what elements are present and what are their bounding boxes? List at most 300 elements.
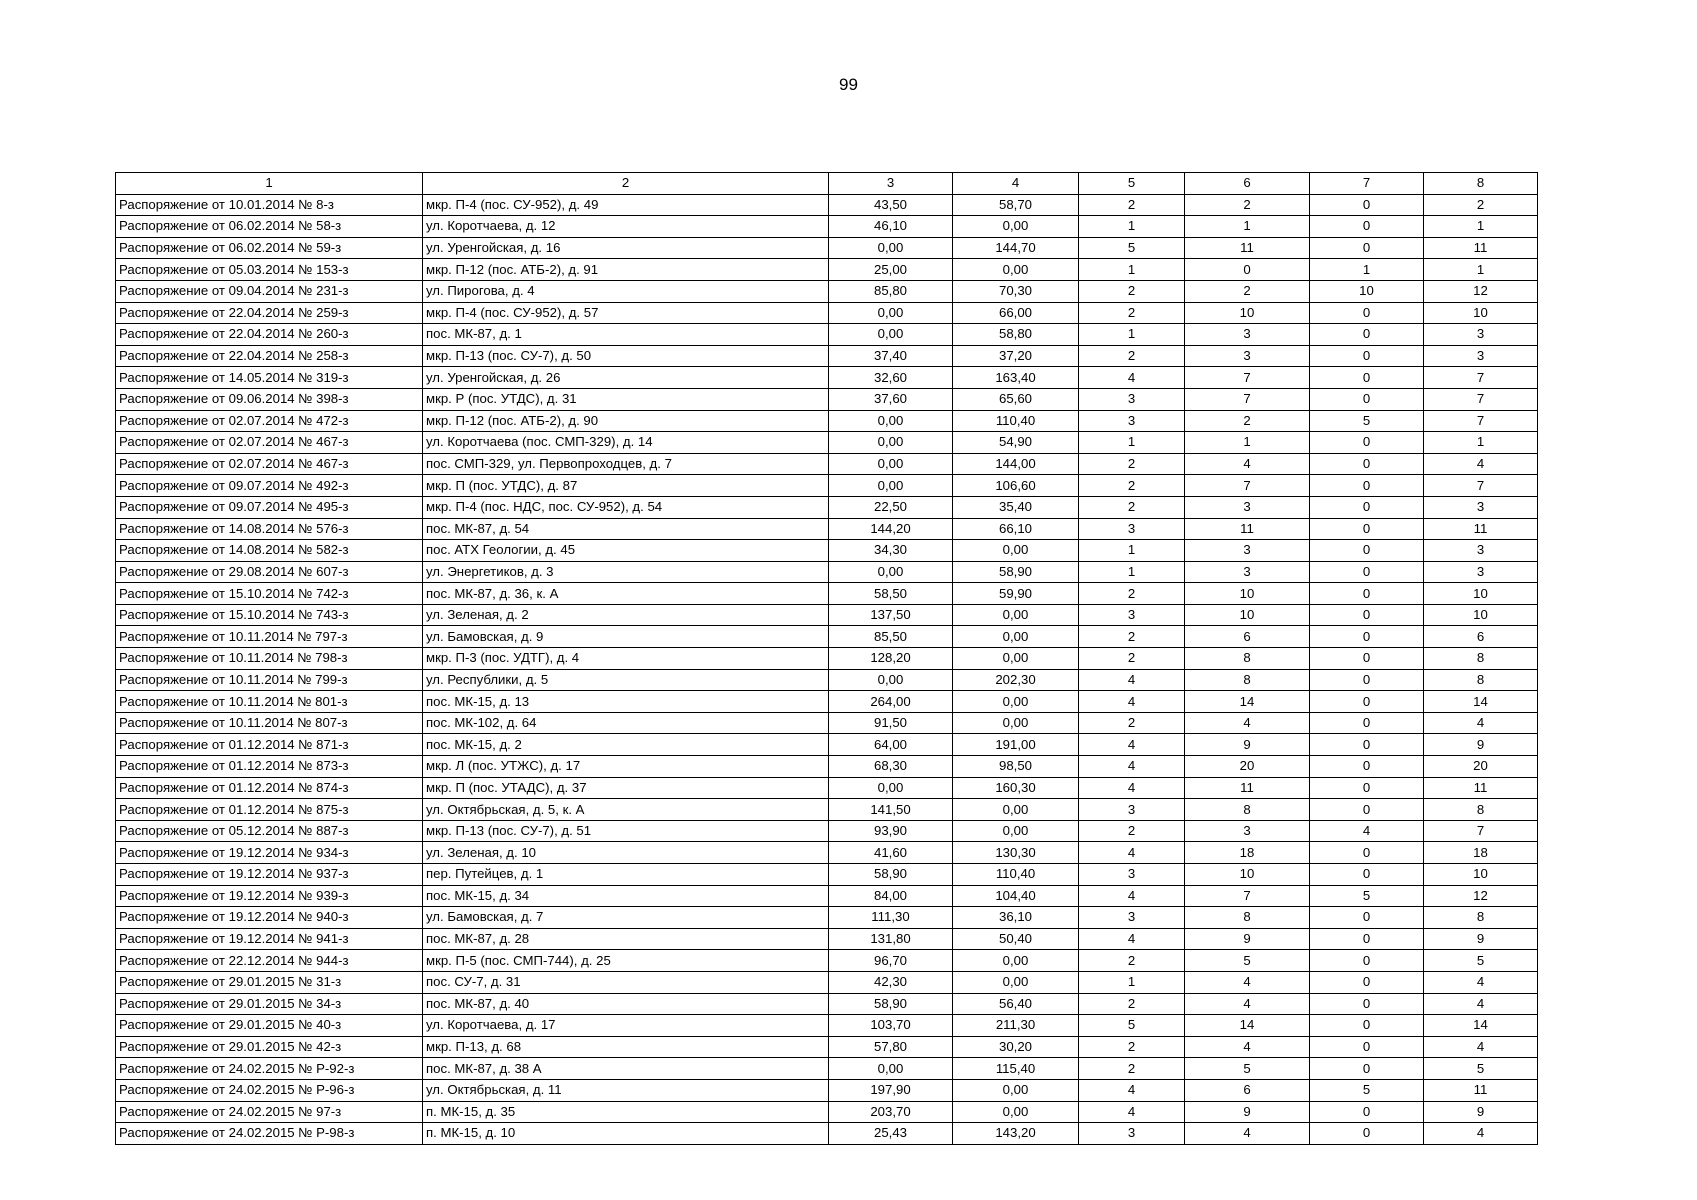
value-cell-5: 1 bbox=[1079, 561, 1185, 583]
value-cell-7: 0 bbox=[1310, 432, 1424, 454]
value-cell-8: 1 bbox=[1424, 432, 1538, 454]
document-cell: Распоряжение от 02.07.2014 № 472-з bbox=[116, 410, 423, 432]
table-row bbox=[116, 950, 1538, 972]
value-cell-3: 46,10 bbox=[829, 216, 953, 238]
value-cell-3: 37,60 bbox=[829, 388, 953, 410]
value-cell-5: 1 bbox=[1079, 324, 1185, 346]
document-cell: Распоряжение от 19.12.2014 № 937-з bbox=[116, 864, 423, 886]
value-cell-8: 2 bbox=[1424, 194, 1538, 216]
value-cell-6: 9 bbox=[1185, 734, 1310, 756]
address-cell: мкр. Р (пос. УТДС), д. 31 bbox=[423, 388, 829, 410]
address-cell: ул. Коротчаева (пос. СМП-329), д. 14 bbox=[423, 432, 829, 454]
value-cell-8: 8 bbox=[1424, 648, 1538, 670]
column-header: 1 bbox=[116, 173, 423, 195]
document-cell: Распоряжение от 10.11.2014 № 807-з bbox=[116, 712, 423, 734]
value-cell-6: 8 bbox=[1185, 669, 1310, 691]
table-row bbox=[116, 993, 1538, 1015]
value-cell-6: 11 bbox=[1185, 518, 1310, 540]
value-cell-7: 0 bbox=[1310, 864, 1424, 886]
table-row bbox=[116, 345, 1538, 367]
value-cell-4: 202,30 bbox=[953, 669, 1079, 691]
value-cell-7: 0 bbox=[1310, 1036, 1424, 1058]
value-cell-6: 2 bbox=[1185, 280, 1310, 302]
value-cell-4: 0,00 bbox=[953, 712, 1079, 734]
document-cell: Распоряжение от 29.01.2015 № 42-з bbox=[116, 1036, 423, 1058]
address-cell: пос. МК-87, д. 1 bbox=[423, 324, 829, 346]
value-cell-5: 3 bbox=[1079, 799, 1185, 821]
table-row bbox=[116, 928, 1538, 950]
value-cell-3: 0,00 bbox=[829, 669, 953, 691]
value-cell-5: 2 bbox=[1079, 950, 1185, 972]
value-cell-8: 4 bbox=[1424, 993, 1538, 1015]
value-cell-5: 1 bbox=[1079, 432, 1185, 454]
value-cell-4: 98,50 bbox=[953, 756, 1079, 778]
document-cell: Распоряжение от 15.10.2014 № 742-з bbox=[116, 583, 423, 605]
value-cell-7: 0 bbox=[1310, 928, 1424, 950]
value-cell-6: 4 bbox=[1185, 1123, 1310, 1145]
value-cell-6: 4 bbox=[1185, 453, 1310, 475]
table-row bbox=[116, 280, 1538, 302]
table-row bbox=[116, 626, 1538, 648]
value-cell-8: 7 bbox=[1424, 388, 1538, 410]
address-cell: мкр. П-13, д. 68 bbox=[423, 1036, 829, 1058]
value-cell-7: 0 bbox=[1310, 1015, 1424, 1037]
value-cell-6: 14 bbox=[1185, 691, 1310, 713]
address-cell: мкр. П-13 (пос. СУ-7), д. 51 bbox=[423, 820, 829, 842]
value-cell-5: 3 bbox=[1079, 410, 1185, 432]
value-cell-5: 2 bbox=[1079, 302, 1185, 324]
value-cell-8: 8 bbox=[1424, 799, 1538, 821]
value-cell-7: 0 bbox=[1310, 691, 1424, 713]
address-cell: п. МК-15, д. 35 bbox=[423, 1101, 829, 1123]
value-cell-3: 141,50 bbox=[829, 799, 953, 821]
value-cell-7: 5 bbox=[1310, 1079, 1424, 1101]
value-cell-4: 106,60 bbox=[953, 475, 1079, 497]
address-cell: пос. МК-87, д. 36, к. А bbox=[423, 583, 829, 605]
table-row bbox=[116, 388, 1538, 410]
table-row bbox=[116, 1058, 1538, 1080]
table-row bbox=[116, 971, 1538, 993]
table-row bbox=[116, 518, 1538, 540]
value-cell-7: 0 bbox=[1310, 842, 1424, 864]
value-cell-8: 7 bbox=[1424, 475, 1538, 497]
document-cell: Распоряжение от 24.02.2015 № Р-98-з bbox=[116, 1123, 423, 1145]
value-cell-4: 104,40 bbox=[953, 885, 1079, 907]
value-cell-8: 9 bbox=[1424, 928, 1538, 950]
value-cell-3: 93,90 bbox=[829, 820, 953, 842]
value-cell-6: 4 bbox=[1185, 1036, 1310, 1058]
value-cell-3: 42,30 bbox=[829, 971, 953, 993]
value-cell-7: 0 bbox=[1310, 561, 1424, 583]
value-cell-4: 59,90 bbox=[953, 583, 1079, 605]
document-cell: Распоряжение от 22.04.2014 № 260-з bbox=[116, 324, 423, 346]
value-cell-3: 0,00 bbox=[829, 561, 953, 583]
address-cell: мкр. Л (пос. УТЖС), д. 17 bbox=[423, 756, 829, 778]
value-cell-6: 3 bbox=[1185, 540, 1310, 562]
value-cell-5: 2 bbox=[1079, 453, 1185, 475]
value-cell-4: 58,70 bbox=[953, 194, 1079, 216]
value-cell-7: 0 bbox=[1310, 734, 1424, 756]
table-row bbox=[116, 907, 1538, 929]
document-cell: Распоряжение от 19.12.2014 № 934-з bbox=[116, 842, 423, 864]
table-row bbox=[116, 259, 1538, 281]
table-row bbox=[116, 820, 1538, 842]
value-cell-5: 2 bbox=[1079, 820, 1185, 842]
value-cell-4: 0,00 bbox=[953, 691, 1079, 713]
table-row bbox=[116, 1079, 1538, 1101]
document-cell: Распоряжение от 09.06.2014 № 398-з bbox=[116, 388, 423, 410]
value-cell-8: 11 bbox=[1424, 1079, 1538, 1101]
value-cell-7: 0 bbox=[1310, 453, 1424, 475]
value-cell-8: 14 bbox=[1424, 691, 1538, 713]
address-cell: мкр. П-12 (пос. АТБ-2), д. 90 bbox=[423, 410, 829, 432]
value-cell-4: 0,00 bbox=[953, 626, 1079, 648]
document-cell: Распоряжение от 10.11.2014 № 797-з bbox=[116, 626, 423, 648]
value-cell-7: 0 bbox=[1310, 669, 1424, 691]
value-cell-8: 10 bbox=[1424, 604, 1538, 626]
value-cell-4: 110,40 bbox=[953, 864, 1079, 886]
value-cell-6: 7 bbox=[1185, 475, 1310, 497]
column-header: 8 bbox=[1424, 173, 1538, 195]
value-cell-6: 6 bbox=[1185, 626, 1310, 648]
value-cell-5: 3 bbox=[1079, 864, 1185, 886]
value-cell-4: 0,00 bbox=[953, 540, 1079, 562]
value-cell-8: 4 bbox=[1424, 453, 1538, 475]
address-cell: ул. Бамовская, д. 9 bbox=[423, 626, 829, 648]
value-cell-6: 18 bbox=[1185, 842, 1310, 864]
value-cell-5: 3 bbox=[1079, 604, 1185, 626]
value-cell-3: 32,60 bbox=[829, 367, 953, 389]
value-cell-3: 58,50 bbox=[829, 583, 953, 605]
value-cell-7: 0 bbox=[1310, 993, 1424, 1015]
document-cell: Распоряжение от 24.02.2015 № 97-з bbox=[116, 1101, 423, 1123]
value-cell-3: 0,00 bbox=[829, 410, 953, 432]
table-row bbox=[116, 540, 1538, 562]
value-cell-5: 4 bbox=[1079, 1101, 1185, 1123]
value-cell-3: 37,40 bbox=[829, 345, 953, 367]
value-cell-6: 5 bbox=[1185, 950, 1310, 972]
document-cell: Распоряжение от 29.08.2014 № 607-з bbox=[116, 561, 423, 583]
value-cell-6: 0 bbox=[1185, 259, 1310, 281]
document-cell: Распоряжение от 19.12.2014 № 941-з bbox=[116, 928, 423, 950]
value-cell-7: 0 bbox=[1310, 237, 1424, 259]
document-cell: Распоряжение от 05.03.2014 № 153-з bbox=[116, 259, 423, 281]
value-cell-8: 4 bbox=[1424, 971, 1538, 993]
address-cell: ул. Бамовская, д. 7 bbox=[423, 907, 829, 929]
table-row bbox=[116, 777, 1538, 799]
table-row bbox=[116, 756, 1538, 778]
value-cell-6: 11 bbox=[1185, 237, 1310, 259]
value-cell-4: 70,30 bbox=[953, 280, 1079, 302]
document-cell: Распоряжение от 24.02.2015 № Р-96-з bbox=[116, 1079, 423, 1101]
table-row bbox=[116, 712, 1538, 734]
table-row bbox=[116, 1036, 1538, 1058]
value-cell-3: 0,00 bbox=[829, 777, 953, 799]
value-cell-4: 54,90 bbox=[953, 432, 1079, 454]
table-row bbox=[116, 669, 1538, 691]
value-cell-6: 6 bbox=[1185, 1079, 1310, 1101]
value-cell-7: 0 bbox=[1310, 950, 1424, 972]
table-row bbox=[116, 583, 1538, 605]
value-cell-6: 4 bbox=[1185, 971, 1310, 993]
value-cell-7: 0 bbox=[1310, 1058, 1424, 1080]
value-cell-4: 66,10 bbox=[953, 518, 1079, 540]
value-cell-4: 0,00 bbox=[953, 259, 1079, 281]
table-row bbox=[116, 216, 1538, 238]
value-cell-3: 64,00 bbox=[829, 734, 953, 756]
value-cell-5: 2 bbox=[1079, 648, 1185, 670]
address-cell: пос. МК-102, д. 64 bbox=[423, 712, 829, 734]
value-cell-4: 37,20 bbox=[953, 345, 1079, 367]
value-cell-7: 10 bbox=[1310, 280, 1424, 302]
value-cell-8: 3 bbox=[1424, 345, 1538, 367]
value-cell-7: 0 bbox=[1310, 756, 1424, 778]
table-header-row bbox=[116, 173, 1538, 195]
value-cell-3: 85,80 bbox=[829, 280, 953, 302]
value-cell-7: 0 bbox=[1310, 302, 1424, 324]
value-cell-4: 58,80 bbox=[953, 324, 1079, 346]
value-cell-7: 0 bbox=[1310, 367, 1424, 389]
document-cell: Распоряжение от 14.08.2014 № 576-з bbox=[116, 518, 423, 540]
value-cell-6: 3 bbox=[1185, 496, 1310, 518]
value-cell-4: 144,00 bbox=[953, 453, 1079, 475]
address-cell: ул. Пирогова, д. 4 bbox=[423, 280, 829, 302]
table-row bbox=[116, 691, 1538, 713]
value-cell-8: 10 bbox=[1424, 583, 1538, 605]
value-cell-4: 130,30 bbox=[953, 842, 1079, 864]
document-cell: Распоряжение от 10.11.2014 № 798-з bbox=[116, 648, 423, 670]
value-cell-8: 5 bbox=[1424, 950, 1538, 972]
value-cell-7: 0 bbox=[1310, 777, 1424, 799]
value-cell-8: 9 bbox=[1424, 1101, 1538, 1123]
value-cell-5: 4 bbox=[1079, 1079, 1185, 1101]
value-cell-8: 14 bbox=[1424, 1015, 1538, 1037]
value-cell-5: 2 bbox=[1079, 993, 1185, 1015]
address-cell: пос. АТХ Геологии, д. 45 bbox=[423, 540, 829, 562]
document-cell: Распоряжение от 01.12.2014 № 871-з bbox=[116, 734, 423, 756]
value-cell-6: 3 bbox=[1185, 561, 1310, 583]
column-header: 7 bbox=[1310, 173, 1424, 195]
value-cell-3: 68,30 bbox=[829, 756, 953, 778]
value-cell-4: 58,90 bbox=[953, 561, 1079, 583]
value-cell-4: 56,40 bbox=[953, 993, 1079, 1015]
value-cell-7: 1 bbox=[1310, 259, 1424, 281]
address-cell: мкр. П (пос. УТДС), д. 87 bbox=[423, 475, 829, 497]
document-cell: Распоряжение от 02.07.2014 № 467-з bbox=[116, 453, 423, 475]
value-cell-3: 131,80 bbox=[829, 928, 953, 950]
table-body bbox=[116, 173, 1538, 1145]
value-cell-6: 7 bbox=[1185, 367, 1310, 389]
value-cell-4: 36,10 bbox=[953, 907, 1079, 929]
value-cell-5: 2 bbox=[1079, 1058, 1185, 1080]
value-cell-3: 0,00 bbox=[829, 237, 953, 259]
table-row bbox=[116, 367, 1538, 389]
address-cell: пос. СУ-7, д. 31 bbox=[423, 971, 829, 993]
column-header: 5 bbox=[1079, 173, 1185, 195]
value-cell-5: 3 bbox=[1079, 1123, 1185, 1145]
value-cell-3: 84,00 bbox=[829, 885, 953, 907]
value-cell-7: 0 bbox=[1310, 496, 1424, 518]
value-cell-7: 0 bbox=[1310, 1123, 1424, 1145]
table-row bbox=[116, 410, 1538, 432]
value-cell-6: 14 bbox=[1185, 1015, 1310, 1037]
address-cell: мкр. П-3 (пос. УДТГ), д. 4 bbox=[423, 648, 829, 670]
value-cell-8: 3 bbox=[1424, 561, 1538, 583]
table-row bbox=[116, 864, 1538, 886]
value-cell-5: 5 bbox=[1079, 237, 1185, 259]
value-cell-5: 2 bbox=[1079, 345, 1185, 367]
document-cell: Распоряжение от 10.01.2014 № 8-з bbox=[116, 194, 423, 216]
value-cell-3: 144,20 bbox=[829, 518, 953, 540]
value-cell-4: 50,40 bbox=[953, 928, 1079, 950]
value-cell-8: 18 bbox=[1424, 842, 1538, 864]
value-cell-4: 65,60 bbox=[953, 388, 1079, 410]
value-cell-8: 10 bbox=[1424, 864, 1538, 886]
value-cell-3: 25,43 bbox=[829, 1123, 953, 1145]
column-header: 3 bbox=[829, 173, 953, 195]
document-cell: Распоряжение от 24.02.2015 № Р-92-з bbox=[116, 1058, 423, 1080]
value-cell-5: 4 bbox=[1079, 756, 1185, 778]
table-row bbox=[116, 496, 1538, 518]
value-cell-8: 12 bbox=[1424, 280, 1538, 302]
value-cell-5: 2 bbox=[1079, 280, 1185, 302]
value-cell-7: 0 bbox=[1310, 1101, 1424, 1123]
document-cell: Распоряжение от 01.12.2014 № 875-з bbox=[116, 799, 423, 821]
table-row bbox=[116, 1123, 1538, 1145]
value-cell-4: 110,40 bbox=[953, 410, 1079, 432]
value-cell-4: 0,00 bbox=[953, 216, 1079, 238]
table-row bbox=[116, 1101, 1538, 1123]
value-cell-5: 4 bbox=[1079, 928, 1185, 950]
value-cell-8: 9 bbox=[1424, 734, 1538, 756]
value-cell-7: 0 bbox=[1310, 583, 1424, 605]
value-cell-3: 103,70 bbox=[829, 1015, 953, 1037]
value-cell-6: 2 bbox=[1185, 410, 1310, 432]
value-cell-4: 0,00 bbox=[953, 604, 1079, 626]
document-cell: Распоряжение от 29.01.2015 № 34-з bbox=[116, 993, 423, 1015]
address-cell: пер. Путейцев, д. 1 bbox=[423, 864, 829, 886]
value-cell-4: 211,30 bbox=[953, 1015, 1079, 1037]
value-cell-5: 2 bbox=[1079, 496, 1185, 518]
address-cell: пос. МК-15, д. 34 bbox=[423, 885, 829, 907]
value-cell-5: 2 bbox=[1079, 626, 1185, 648]
value-cell-4: 0,00 bbox=[953, 648, 1079, 670]
value-cell-6: 20 bbox=[1185, 756, 1310, 778]
value-cell-3: 85,50 bbox=[829, 626, 953, 648]
value-cell-4: 35,40 bbox=[953, 496, 1079, 518]
value-cell-5: 2 bbox=[1079, 475, 1185, 497]
value-cell-5: 2 bbox=[1079, 712, 1185, 734]
document-cell: Распоряжение от 06.02.2014 № 58-з bbox=[116, 216, 423, 238]
value-cell-8: 8 bbox=[1424, 669, 1538, 691]
value-cell-4: 30,20 bbox=[953, 1036, 1079, 1058]
document-cell: Распоряжение от 29.01.2015 № 31-з bbox=[116, 971, 423, 993]
address-cell: пос. МК-87, д. 28 bbox=[423, 928, 829, 950]
value-cell-3: 58,90 bbox=[829, 864, 953, 886]
address-cell: пос. МК-87, д. 40 bbox=[423, 993, 829, 1015]
address-cell: пос. МК-15, д. 13 bbox=[423, 691, 829, 713]
value-cell-3: 0,00 bbox=[829, 432, 953, 454]
document-cell: Распоряжение от 01.12.2014 № 873-з bbox=[116, 756, 423, 778]
address-cell: ул. Энергетиков, д. 3 bbox=[423, 561, 829, 583]
value-cell-7: 0 bbox=[1310, 194, 1424, 216]
value-cell-4: 115,40 bbox=[953, 1058, 1079, 1080]
value-cell-8: 12 bbox=[1424, 885, 1538, 907]
address-cell: мкр. П-12 (пос. АТБ-2), д. 91 bbox=[423, 259, 829, 281]
value-cell-4: 0,00 bbox=[953, 820, 1079, 842]
value-cell-8: 20 bbox=[1424, 756, 1538, 778]
value-cell-4: 0,00 bbox=[953, 971, 1079, 993]
value-cell-5: 4 bbox=[1079, 777, 1185, 799]
value-cell-7: 0 bbox=[1310, 324, 1424, 346]
column-header: 4 bbox=[953, 173, 1079, 195]
table-row bbox=[116, 302, 1538, 324]
table-row bbox=[116, 237, 1538, 259]
value-cell-8: 7 bbox=[1424, 820, 1538, 842]
value-cell-5: 3 bbox=[1079, 388, 1185, 410]
value-cell-6: 3 bbox=[1185, 345, 1310, 367]
value-cell-8: 8 bbox=[1424, 907, 1538, 929]
value-cell-5: 1 bbox=[1079, 971, 1185, 993]
value-cell-5: 5 bbox=[1079, 1015, 1185, 1037]
value-cell-8: 5 bbox=[1424, 1058, 1538, 1080]
value-cell-3: 0,00 bbox=[829, 1058, 953, 1080]
value-cell-6: 7 bbox=[1185, 388, 1310, 410]
value-cell-7: 0 bbox=[1310, 799, 1424, 821]
value-cell-7: 0 bbox=[1310, 907, 1424, 929]
value-cell-5: 4 bbox=[1079, 367, 1185, 389]
table-row bbox=[116, 475, 1538, 497]
address-cell: пос. СМП-329, ул. Первопроходцев, д. 7 bbox=[423, 453, 829, 475]
address-cell: мкр. П (пос. УТАДС), д. 37 bbox=[423, 777, 829, 799]
table-row bbox=[116, 561, 1538, 583]
value-cell-8: 1 bbox=[1424, 216, 1538, 238]
value-cell-6: 3 bbox=[1185, 820, 1310, 842]
value-cell-6: 1 bbox=[1185, 216, 1310, 238]
table-row bbox=[116, 734, 1538, 756]
value-cell-8: 10 bbox=[1424, 302, 1538, 324]
document-cell: Распоряжение от 15.10.2014 № 743-з bbox=[116, 604, 423, 626]
value-cell-8: 7 bbox=[1424, 367, 1538, 389]
table-row bbox=[116, 604, 1538, 626]
address-cell: ул. Зеленая, д. 10 bbox=[423, 842, 829, 864]
value-cell-3: 0,00 bbox=[829, 475, 953, 497]
table-row bbox=[116, 842, 1538, 864]
value-cell-8: 1 bbox=[1424, 259, 1538, 281]
value-cell-6: 8 bbox=[1185, 907, 1310, 929]
value-cell-3: 34,30 bbox=[829, 540, 953, 562]
value-cell-4: 144,70 bbox=[953, 237, 1079, 259]
address-cell: ул. Октябрьская, д. 11 bbox=[423, 1079, 829, 1101]
document-cell: Распоряжение от 01.12.2014 № 874-з bbox=[116, 777, 423, 799]
value-cell-5: 4 bbox=[1079, 691, 1185, 713]
table-row bbox=[116, 799, 1538, 821]
document-cell: Распоряжение от 22.04.2014 № 259-з bbox=[116, 302, 423, 324]
value-cell-5: 2 bbox=[1079, 583, 1185, 605]
value-cell-6: 4 bbox=[1185, 993, 1310, 1015]
value-cell-7: 0 bbox=[1310, 345, 1424, 367]
value-cell-3: 58,90 bbox=[829, 993, 953, 1015]
value-cell-6: 7 bbox=[1185, 885, 1310, 907]
value-cell-3: 0,00 bbox=[829, 453, 953, 475]
table-row bbox=[116, 432, 1538, 454]
value-cell-6: 11 bbox=[1185, 777, 1310, 799]
value-cell-6: 4 bbox=[1185, 712, 1310, 734]
column-header: 6 bbox=[1185, 173, 1310, 195]
value-cell-6: 8 bbox=[1185, 799, 1310, 821]
document-cell: Распоряжение от 06.02.2014 № 59-з bbox=[116, 237, 423, 259]
table-row bbox=[116, 324, 1538, 346]
